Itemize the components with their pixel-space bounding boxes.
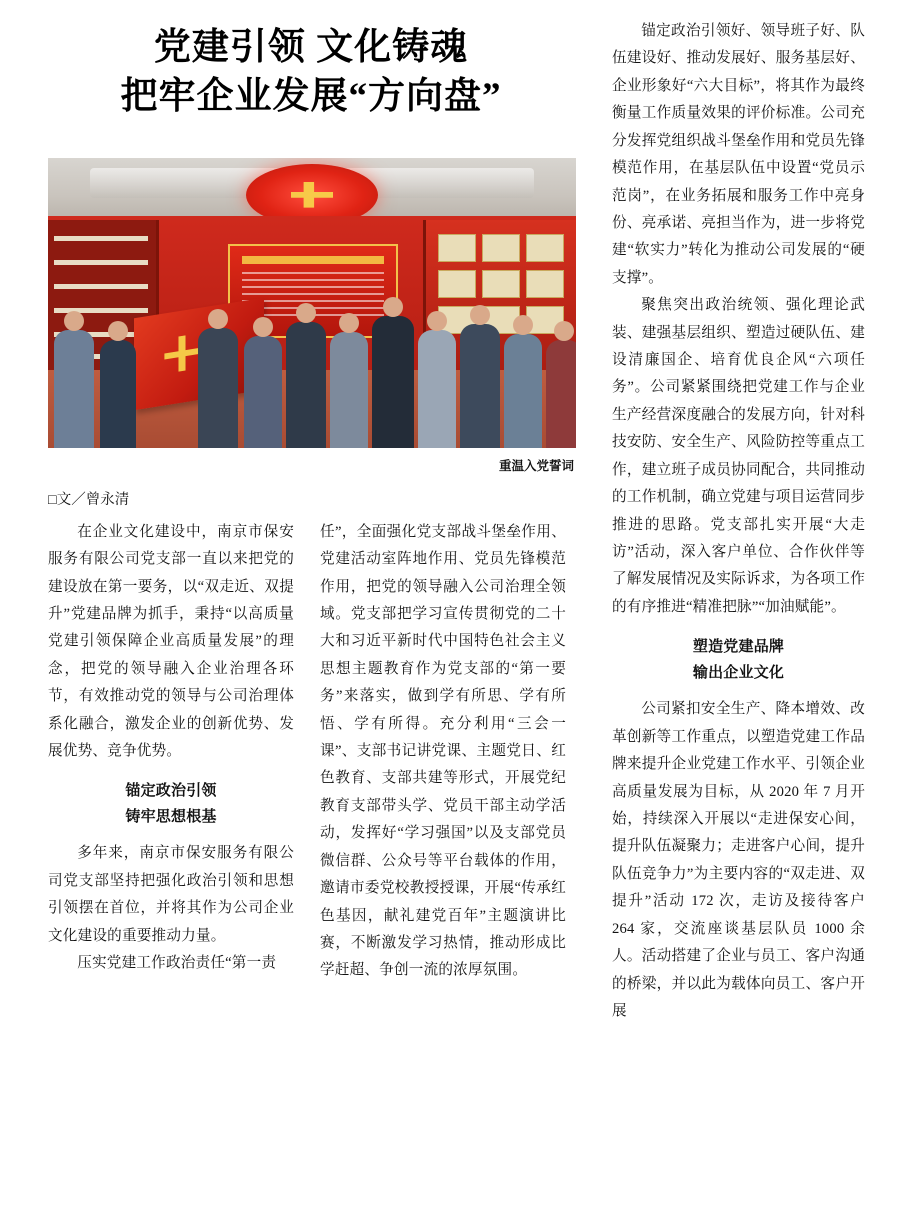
people-group [48, 273, 576, 448]
page-title [26, 24, 596, 122]
party-oath-photo [48, 158, 576, 448]
headline-line-2: 把牢企业发展“方向盘” [120, 75, 502, 117]
subheading-line: 铸牢思想根基 [125, 808, 217, 825]
article-column-2 [320, 519, 566, 1195]
section-subheading-2 [612, 635, 865, 686]
left-zone [26, 14, 596, 1195]
article-columns [26, 519, 596, 1195]
paragraph: 锚定政治引领好、领导班子好、队伍建设好、推动发展好、服务基层好、企业形象好“六大目标”，将其作为最终衡量工作质量效果的评价标准。公司充分发挥党组织战斗堡垒作用和党员先锋模范作用，在基层队伍中设置“党员示范岗”，在业务拓展和服务工作中亮身份、亮承诺、亮担当作为，进一步将党建“软实力”转化为推动公司发展的“硬支撑”。 [612, 23, 865, 286]
paragraph: 多年来，南京市保安服务有限公司党支部坚持把强化政治引领和思想引领摆在首位，并将其作为公司企业文化建设的重要推动力量。 [48, 845, 294, 944]
paragraph: 聚焦突出政治统领、强化理论武装、建强基层组织、塑造过硬队伍、建设清廉国企、培育优良企风“六项任务”。公司紧紧围绕把党建工作与企业生产经营深度融合的发展方向，针对科技安防、安全生产、风险防控等重点工作，建立班子成员协同配合，共同推动的工作机制，确立党建与项目运营同步推进的思路。党支部扎实开展“大走访”活动，深入客户单位、合作伙伴等了解发展情况及实际诉求，为各项工作的有序推进“精准把脉”“加油赋能”。 [612, 297, 865, 615]
subheading-line: 锚定政治引领 [125, 783, 217, 800]
paragraph: 任”，全面强化党支部战斗堡垒作用、党建活动室阵地作用、党员先锋模范作用，把党的领导融入公司治理全领域。党支部把学习宣传贯彻党的二十大和习近平新时代中国特色社会主义思想主题教育作为党支部的“第一要务”来落实，做到学有所思、学有所悟、学有所得。充分利用“三会一课”、支部书记讲党课、主题党日、红色教育、支部共建等形式，开展党纪教育支部带头学、党员干部主动学活动，发挥好“学习强国”以及支部党员微信群、公众号等平台载体的作用，邀请市委党校教授授课，开展“传承红色基因，献礼建党百年”主题演讲比赛，不断激发学习热情，推动形成比学赶超、争创一流的浓厚氛围。 [320, 523, 566, 979]
article-column-1 [48, 519, 294, 1195]
section-subheading-1 [48, 779, 294, 830]
photo-block [26, 158, 596, 474]
byline: □文／曾永清 [48, 491, 130, 508]
subheading-line: 输出企业文化 [692, 664, 785, 681]
headline-line-1: 党建引领 文化铸魂 [153, 27, 469, 68]
paragraph: 在企业文化建设中，南京市保安服务有限公司党支部一直以来把党的建设放在第一要务，以“双走近、双提升”党建品牌为抓手，秉持“以高质量党建引领保障企业高质量发展”的理念，把党的领导融入企业治理各环节，有效推动党的领导与公司治理体系化融合，激发企业的创新优势、发展优势、竞争优势。 [48, 523, 294, 760]
photo-caption: 重温入党誓词 [498, 458, 574, 473]
subheading-line: 塑造党建品牌 [692, 639, 785, 656]
paragraph: 公司紧扣安全生产、降本增效、改革创新等工作重点，以塑造党建工作品牌来提升企业党建工作水平、引领企业高质量发展为目标，从 2020 年 7 月开始，持续深入开展以“走进保安心间，提升队伍凝聚力；走进客户心间，提升队伍竞争力”为主要内容的“双走进、双提升”活动 172 次，走访及接待客户 264 家，交流座谈基层队员 1000 余人。活动搭建了企业与员工、客户沟通的桥梁，并以此为载体向员工、客户开展 [612, 701, 865, 1019]
article-column-3 [612, 14, 865, 1195]
paragraph: 压实党建工作政治责任“第一责 [77, 955, 277, 972]
